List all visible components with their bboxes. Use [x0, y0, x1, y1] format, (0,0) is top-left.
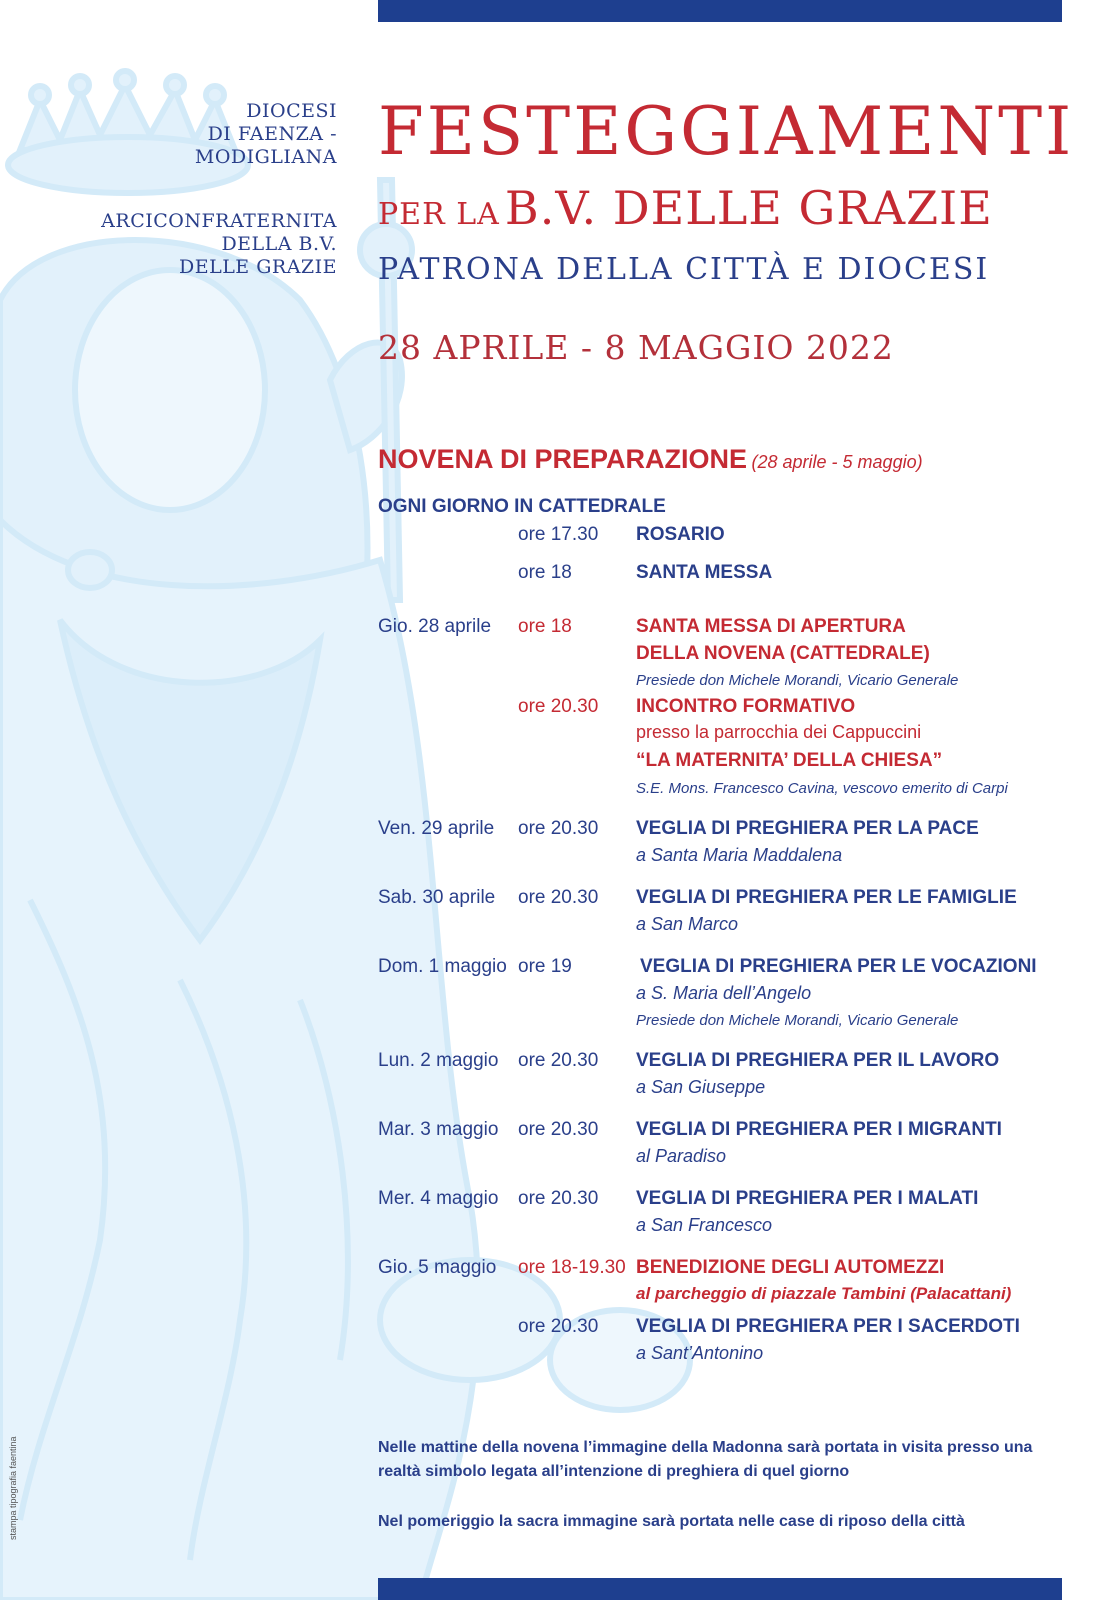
- schedule-time: ore 20.30: [518, 1119, 599, 1140]
- schedule-event: VEGLIA DI PREGHIERA PER I MALATI: [636, 1188, 979, 1209]
- schedule-place: a San Marco: [636, 914, 739, 934]
- schedule-place: a Santa Maria Maddalena: [636, 845, 843, 865]
- novena-range: (28 aprile - 5 maggio): [751, 452, 923, 472]
- schedule-event: VEGLIA DI PREGHIERA PER IL LAVORO: [636, 1050, 1000, 1071]
- daily-event: ROSARIO: [636, 524, 725, 545]
- schedule-day: Gio. 28 aprile: [378, 616, 492, 637]
- schedule-time: ore 20.30: [518, 1050, 599, 1071]
- subtitle-main: B.V. DELLE GRAZIE: [504, 181, 993, 235]
- schedule-note: S.E. Mons. Francesco Cavina, vescovo emerito di Carpi: [636, 780, 1008, 797]
- subtitle-prefix: PER LA: [378, 197, 500, 232]
- schedule-day: Sab. 30 aprile: [378, 887, 496, 908]
- schedule-time: ore 18: [518, 616, 572, 637]
- daily-time: ore 18: [518, 562, 572, 583]
- top-decorative-bar: [378, 0, 1062, 22]
- festival-date-range: 28 APRILE - 8 MAGGIO 2022: [378, 328, 894, 367]
- schedule-note: Presiede don Michele Morandi, Vicario Generale: [636, 1012, 959, 1029]
- schedule-day: Mar. 3 maggio: [378, 1119, 499, 1140]
- schedule-place: al Paradiso: [636, 1146, 727, 1166]
- conference-title: “LA MATERNITA’ DELLA CHIESA”: [636, 750, 943, 771]
- footer-note-afternoon: Nel pomeriggio la sacra immagine sarà portata nelle case di riposo della città: [378, 1513, 965, 1530]
- poster-title: FESTEGGIAMENTI: [378, 93, 1075, 170]
- printer-credit: stampa tipografia faentina: [8, 1436, 18, 1540]
- schedule-day: Gio. 5 maggio: [378, 1257, 497, 1278]
- schedule-event: VEGLIA DI PREGHIERA PER LE VOCAZIONI: [640, 956, 1037, 977]
- schedule-time: ore 19: [518, 956, 572, 977]
- schedule-place: a Sant’Antonino: [636, 1343, 764, 1363]
- schedule-day: Mer. 4 maggio: [378, 1188, 499, 1209]
- schedule-event: VEGLIA DI PREGHIERA PER LE FAMIGLIE: [636, 887, 1017, 908]
- schedule-time: ore 20.30: [518, 818, 599, 839]
- schedule-place: a San Francesco: [636, 1215, 773, 1235]
- daily-event: SANTA MESSA: [636, 562, 773, 583]
- patrona-line: PATRONA DELLA CITTÀ E DIOCESI: [378, 252, 990, 287]
- schedule-time: ore 18-19.30: [518, 1257, 626, 1278]
- daily-heading: OGNI GIORNO IN CATTEDRALE: [378, 496, 666, 517]
- diocese-name: DIOCESI DI FAENZA - MODIGLIANA: [194, 100, 337, 168]
- schedule-time: ore 20.30: [518, 887, 599, 908]
- schedule-place: a San Giuseppe: [636, 1077, 766, 1097]
- bottom-decorative-bar: [378, 1578, 1062, 1600]
- schedule-day: Ven. 29 aprile: [378, 818, 495, 839]
- schedule-place: presso la parrocchia dei Cappuccini: [636, 722, 922, 742]
- schedule-note: Presiede don Michele Morandi, Vicario Generale: [636, 672, 959, 689]
- schedule-event: SANTA MESSA DI APERTURA: [636, 616, 906, 637]
- poster-subtitle: [378, 180, 993, 247]
- novena-heading: [378, 444, 923, 475]
- schedule-day: Lun. 2 maggio: [378, 1050, 499, 1071]
- schedule-event: VEGLIA DI PREGHIERA PER I MIGRANTI: [636, 1119, 1002, 1140]
- novena-title: NOVENA DI PREPARAZIONE: [378, 444, 748, 474]
- schedule-time: ore 20.30: [518, 696, 599, 717]
- schedule-place: al parcheggio di piazzale Tambini (Palacattani): [636, 1284, 1012, 1303]
- schedule-event: VEGLIA DI PREGHIERA PER I SACERDOTI: [636, 1316, 1020, 1337]
- schedule-event: DELLA NOVENA (CATTEDRALE): [636, 643, 930, 664]
- daily-time: ore 17.30: [518, 524, 599, 545]
- schedule-event: VEGLIA DI PREGHIERA PER LA PACE: [636, 818, 979, 839]
- footer-note-morning: Nelle mattine della novena l’immagine della Madonna sarà portata in visita presso una realtà simbolo legata all’intenzione di preghiera di quel giorno: [378, 1439, 1033, 1480]
- schedule-event: INCONTRO FORMATIVO: [636, 696, 856, 717]
- schedule-place: a S. Maria dell’Angelo: [636, 983, 812, 1003]
- schedule-event: BENEDIZIONE DEGLI AUTOMEZZI: [636, 1257, 945, 1278]
- schedule-time: ore 20.30: [518, 1188, 599, 1209]
- schedule-day: Dom. 1 maggio: [378, 956, 507, 977]
- schedule-time: ore 20.30: [518, 1316, 599, 1337]
- confraternity-name: ARCICONFRATERNITA DELLA B.V. DELLE GRAZIE: [101, 210, 337, 278]
